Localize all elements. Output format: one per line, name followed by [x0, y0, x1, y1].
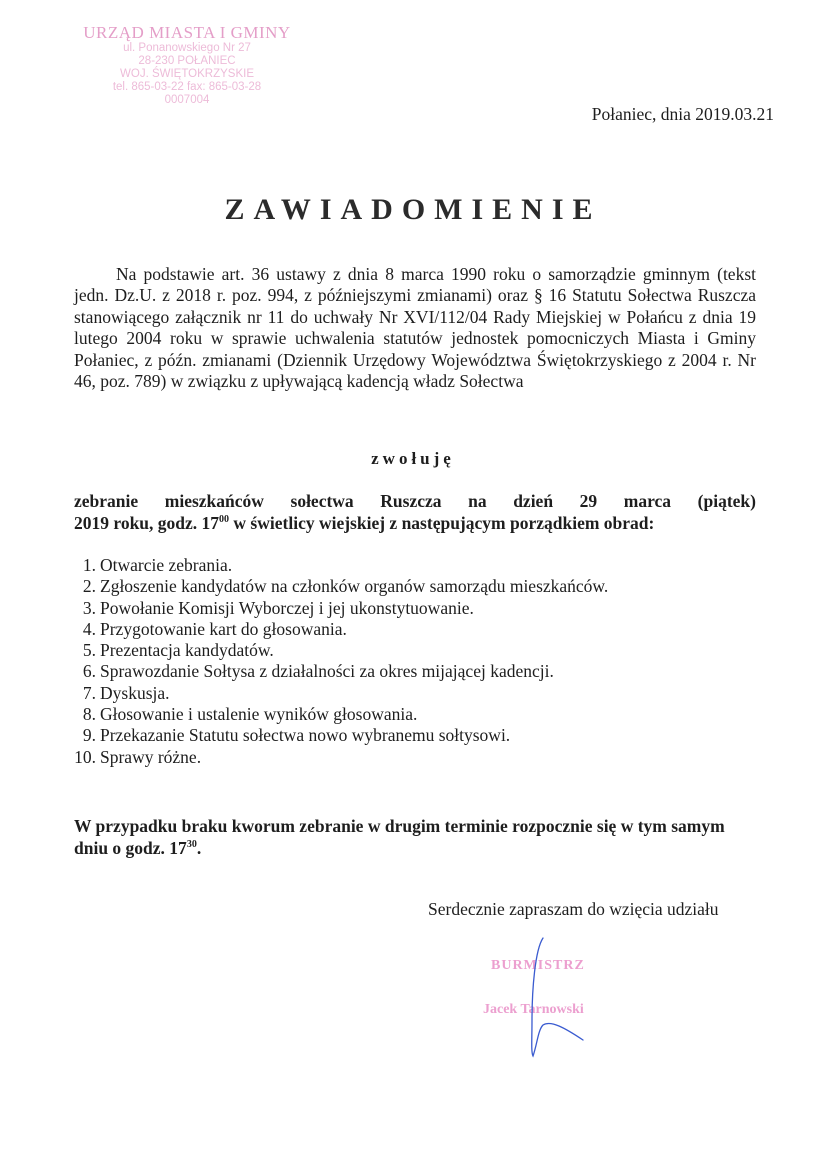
mayor-stamp-role: BURMISTRZ — [491, 958, 585, 973]
agenda-item-text: Sprawozdanie Sołtysa z działalności za okres mijającej kadencji. — [100, 661, 554, 682]
agenda-item-number: 10. — [74, 746, 96, 767]
agenda-item — [74, 619, 608, 640]
agenda-item — [74, 555, 608, 576]
agenda-item-number: 3. — [82, 597, 96, 618]
agenda-item-number: 4. — [82, 618, 96, 639]
agenda-item-number: 1. — [82, 555, 96, 575]
agenda-item-text: Otwarcie zebrania. — [100, 555, 233, 575]
handwritten-signature — [505, 930, 585, 1060]
meeting-time-prefix: 2019 roku, godz. 17 — [74, 512, 220, 533]
agenda-item-text: Sprawy różne. — [100, 746, 202, 767]
agenda-item — [74, 661, 608, 682]
office-stamp — [62, 24, 312, 107]
agenda-item — [74, 598, 608, 619]
agenda-item — [74, 683, 608, 704]
agenda-item-text: Powołanie Komisji Wyborczej i jej ukonstytuowanie. — [100, 597, 474, 618]
quorum-text: W przypadku braku kworum zebranie w drugim terminie rozpocznie się w tym samym dniu o godz. 17 — [74, 816, 725, 858]
office-stamp-line: tel. 865-03-22 fax: 865-03-28 — [112, 81, 262, 93]
place-date: Połaniec, dnia 2019.03.21 — [591, 104, 774, 124]
intro-paragraph-text: Na podstawie art. 36 ustawy z dnia 8 marca 1990 roku o samorządzie gminnym (tekst jedn. Dz.U. z 2018 r. poz. 994, z późniejszymi zmianami) oraz § 16 Statutu Sołectwa Ruszcza stanowiącego załącznik nr 11 do uchwały Nr XVI/112/04 Rady Miejskiej w Połańcu z dnia 19 lutego 2004 roku w sprawie uchwalenia statutów jednostek pomocniczych Miasta i Gminy Połaniec, z późn. zmianami (Dziennik Urzędowy Województwa Świętokrzyskiego z 2004 r. Nr 46, poz. 789) w związku z upływającą kadencją władz Sołectwa — [74, 264, 756, 392]
agenda-item-text: Zgłoszenie kandydatów na członków organów samorządu mieszkańców. — [100, 576, 609, 597]
agenda-item-text: Przygotowanie kart do głosowania. — [100, 618, 347, 639]
document-title: ZAWIADOMIENIE — [224, 193, 602, 226]
mayor-stamp-name: Jacek Tarnowski — [483, 1002, 584, 1017]
agenda-item — [74, 725, 608, 746]
invitation-closing: Serdecznie zapraszam do wzięcia udziału — [428, 899, 719, 919]
agenda-item-number: 5. — [82, 640, 96, 661]
agenda-item-text: Przekazanie Statutu sołectwa nowo wybranemu sołtysowi. — [100, 725, 511, 746]
agenda-item-text: Dyskusja. — [100, 682, 170, 703]
agenda-item — [74, 576, 608, 597]
meeting-time-minutes: 00 — [219, 513, 230, 525]
meeting-line-2 — [74, 513, 756, 535]
agenda-item — [74, 704, 608, 725]
office-stamp-line: ul. Ponanowskiego Nr 27 — [123, 42, 251, 54]
agenda-item-number: 2. — [82, 576, 96, 597]
agenda-item-number: 8. — [82, 704, 96, 725]
agenda-item-number: 9. — [82, 725, 96, 746]
agenda-item-text: Prezentacja kandydatów. — [100, 640, 274, 661]
office-stamp-line: WOJ. ŚWIĘTOKRZYSKIE — [120, 68, 254, 80]
intro-paragraph — [74, 264, 756, 392]
office-stamp-title: URZĄD MIASTA I GMINY — [83, 23, 291, 42]
signature-stroke — [532, 938, 583, 1056]
office-stamp-line: 28-230 POŁANIEC — [138, 55, 236, 67]
meeting-line-1: zebranie mieszkańców sołectwa Ruszcza na dzień 29 marca (piątek) — [74, 491, 756, 511]
quorum-time-minutes: 30 — [186, 839, 197, 850]
convene-heading: zwołuję — [371, 449, 455, 468]
meeting-announcement — [74, 491, 756, 534]
office-stamp-line: 0007004 — [164, 94, 210, 106]
agenda-item — [74, 747, 608, 768]
agenda-item-number: 6. — [82, 661, 96, 682]
quorum-notice — [74, 815, 756, 859]
agenda-item-text: Głosowanie i ustalenie wyników głosowania. — [100, 704, 418, 725]
agenda-item — [74, 640, 608, 661]
quorum-end: . — [196, 838, 202, 858]
agenda-list — [74, 555, 608, 768]
agenda-item-number: 7. — [82, 682, 96, 703]
meeting-place: w świetlicy wiejskiej z następującym porządkiem obrad: — [229, 512, 655, 533]
